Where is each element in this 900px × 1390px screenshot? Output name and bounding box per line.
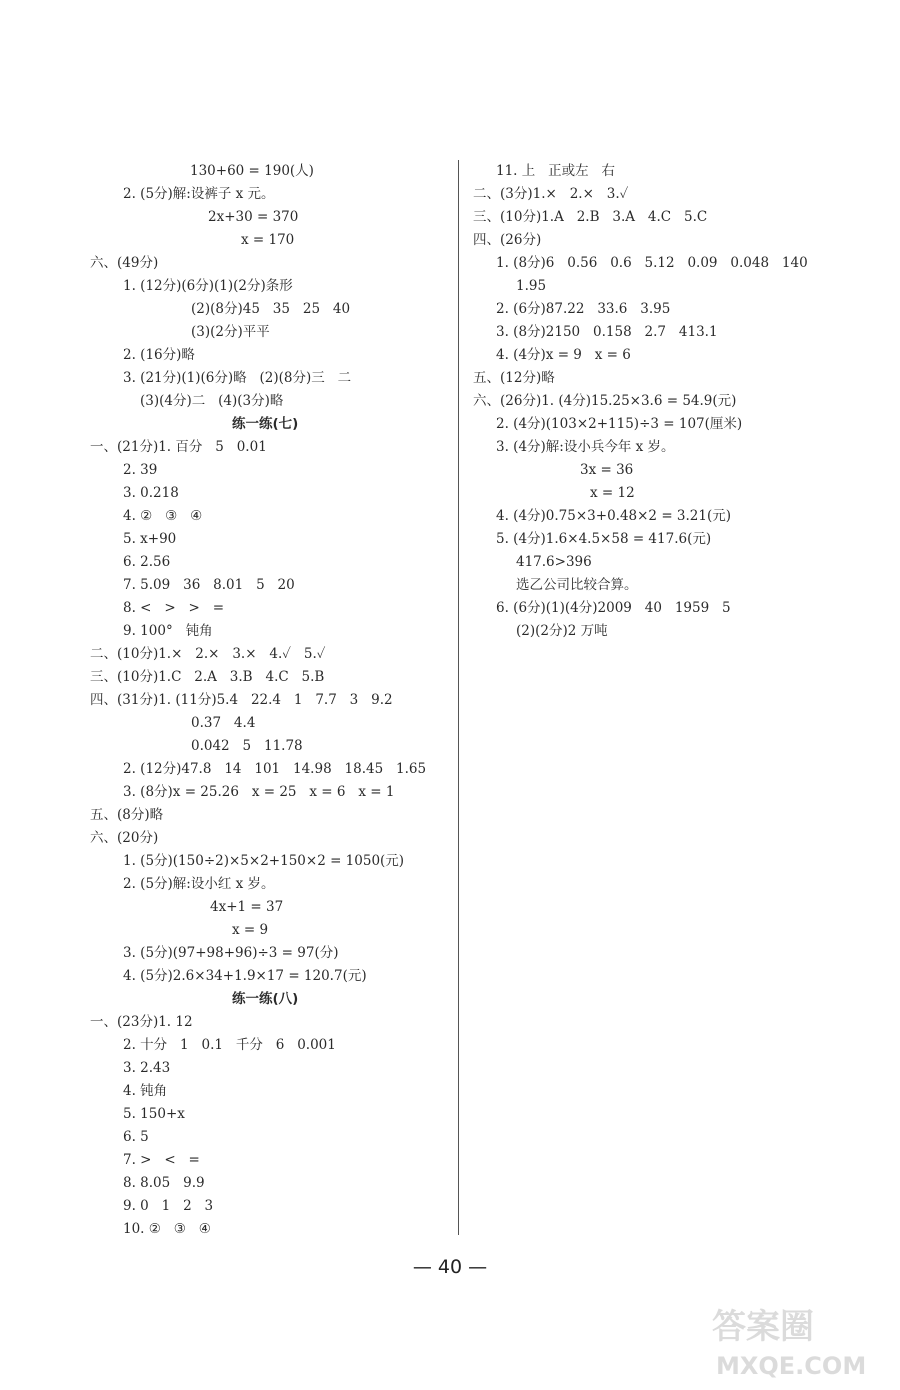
answer-line: 0.042 5 11.78 [191,738,303,754]
answer-line: 5. (4分)1.6×4.5×58 = 417.6(元) [496,531,712,547]
answer-line: 6. 2.56 [123,554,171,570]
answer-line: 2. (5分)解:设裤子 x 元。 [123,186,275,202]
answer-line: x = 9 [232,922,269,938]
answer-line: 五、(12分)略 [473,370,555,386]
answer-line: 3. 2.43 [123,1060,171,1076]
watermark-text: MXQE.COM [716,1352,867,1380]
answer-line: 一、(23分)1. 12 [90,1014,193,1030]
answer-line: 9. 100° 钝角 [123,623,213,639]
answer-line: 6. 5 [123,1129,149,1145]
answer-line: 4. 钝角 [123,1083,168,1099]
answer-line: 1. (5分)(150÷2)×5×2+150×2 = 1050(元) [123,853,405,869]
answer-line: 二、(3分)1.× 2.× 3.✓ [473,186,629,202]
answer-line: 1. (8分)6 0.56 0.6 5.12 0.09 0.048 140 [496,255,808,271]
answer-line: 4x+1 = 37 [210,899,284,915]
answer-line: (3)(4分)二 (4)(3分)略 [140,393,284,409]
answer-line: 2. (5分)解:设小红 x 岁。 [123,876,275,892]
answer-line: 2. (12分)47.8 14 101 14.98 18.45 1.65 [123,761,427,777]
answer-line: (2)(2分)2 万吨 [516,623,608,639]
answer-line: 二、(10分)1.× 2.× 3.× 4.✓ 5.✓ [90,646,326,662]
answer-line: (2)(8分)45 35 25 40 [191,301,351,317]
answer-line: 4. (4分)x = 9 x = 6 [496,347,631,363]
answer-line: 三、(10分)1.A 2.B 3.A 4.C 5.C [473,209,708,225]
answer-line: 2. (6分)87.22 33.6 3.95 [496,301,671,317]
answer-line: 三、(10分)1.C 2.A 3.B 4.C 5.B [90,669,325,685]
answer-line: 0.37 4.4 [191,715,256,731]
answer-line: 3. (5分)(97+98+96)÷3 = 97(分) [123,945,339,961]
svg-text:答案圈: 答案圈 [712,1307,814,1347]
answer-line: 1. (12分)(6分)(1)(2分)条形 [123,278,293,294]
answer-line: 4. (5分)2.6×34+1.9×17 = 120.7(元) [123,968,367,984]
answer-line: 3. (21分)(1)(6分)略 (2)(8分)三 二 [123,370,352,386]
answer-line: 2. 十分 1 0.1 千分 6 0.001 [123,1037,336,1053]
section-heading: 练一练(八) [232,991,299,1007]
answer-line: 4. ② ③ ④ [123,508,203,524]
answer-line: 11. 上 正或左 右 [496,163,616,179]
answer-line: 4. (4分)0.75×3+0.48×2 = 3.21(元) [496,508,732,524]
answer-line: (3)(2分)平平 [191,324,270,340]
answer-line: 8. < > > = [123,600,225,616]
answer-line: 8. 8.05 9.9 [123,1175,205,1191]
answer-line: 选乙公司比较合算。 [516,577,638,593]
answer-line: 6. (6分)(1)(4分)2009 40 1959 5 [496,600,731,616]
answer-line: 9. 0 1 2 3 [123,1198,214,1214]
answer-line: 3x = 36 [580,462,634,478]
answer-line: 2. (4分)(103×2+115)÷3 = 107(厘米) [496,416,743,432]
answer-line: 5. 150+x [123,1106,185,1122]
answer-line: 3. (8分)2150 0.158 2.7 413.1 [496,324,718,340]
answer-line: 7. > < = [123,1152,200,1168]
answer-line: 2. 39 [123,462,158,478]
answer-line: x = 12 [590,485,635,501]
answer-line: 五、(8分)略 [90,807,164,823]
answer-line: 130+60 = 190(人) [190,163,314,179]
answer-line: 一、(21分)1. 百分 5 0.01 [90,439,267,455]
section-heading: 练一练(七) [232,416,299,432]
watermark-logo [706,1302,886,1384]
answer-line: 10. ② ③ ④ [123,1221,211,1237]
answer-line: 六、(20分) [90,830,159,846]
answer-line: 417.6>396 [516,554,592,570]
answer-line: 2. (16分)略 [123,347,195,363]
answer-line: 3. (4分)解:设小兵今年 x 岁。 [496,439,675,455]
answer-line: 2x+30 = 370 [208,209,299,225]
answer-line: 3. (8分)x = 25.26 x = 25 x = 6 x = 1 [123,784,395,800]
answer-line: 5. x+90 [123,531,177,547]
answer-line: 四、(31分)1. (11分)5.4 22.4 1 7.7 3 9.2 [90,692,393,708]
answer-line: 六、(26分)1. (4分)15.25×3.6 = 54.9(元) [473,393,737,409]
answer-line: 四、(26分) [473,232,542,248]
answer-line: x = 170 [241,232,295,248]
answer-line: 7. 5.09 36 8.01 5 20 [123,577,295,593]
answer-line: 3. 0.218 [123,485,179,501]
answer-line: 六、(49分) [90,255,159,271]
page-number: — 40 — [412,1256,488,1278]
column-divider [458,160,459,1235]
answer-line: 1.95 [516,278,547,294]
